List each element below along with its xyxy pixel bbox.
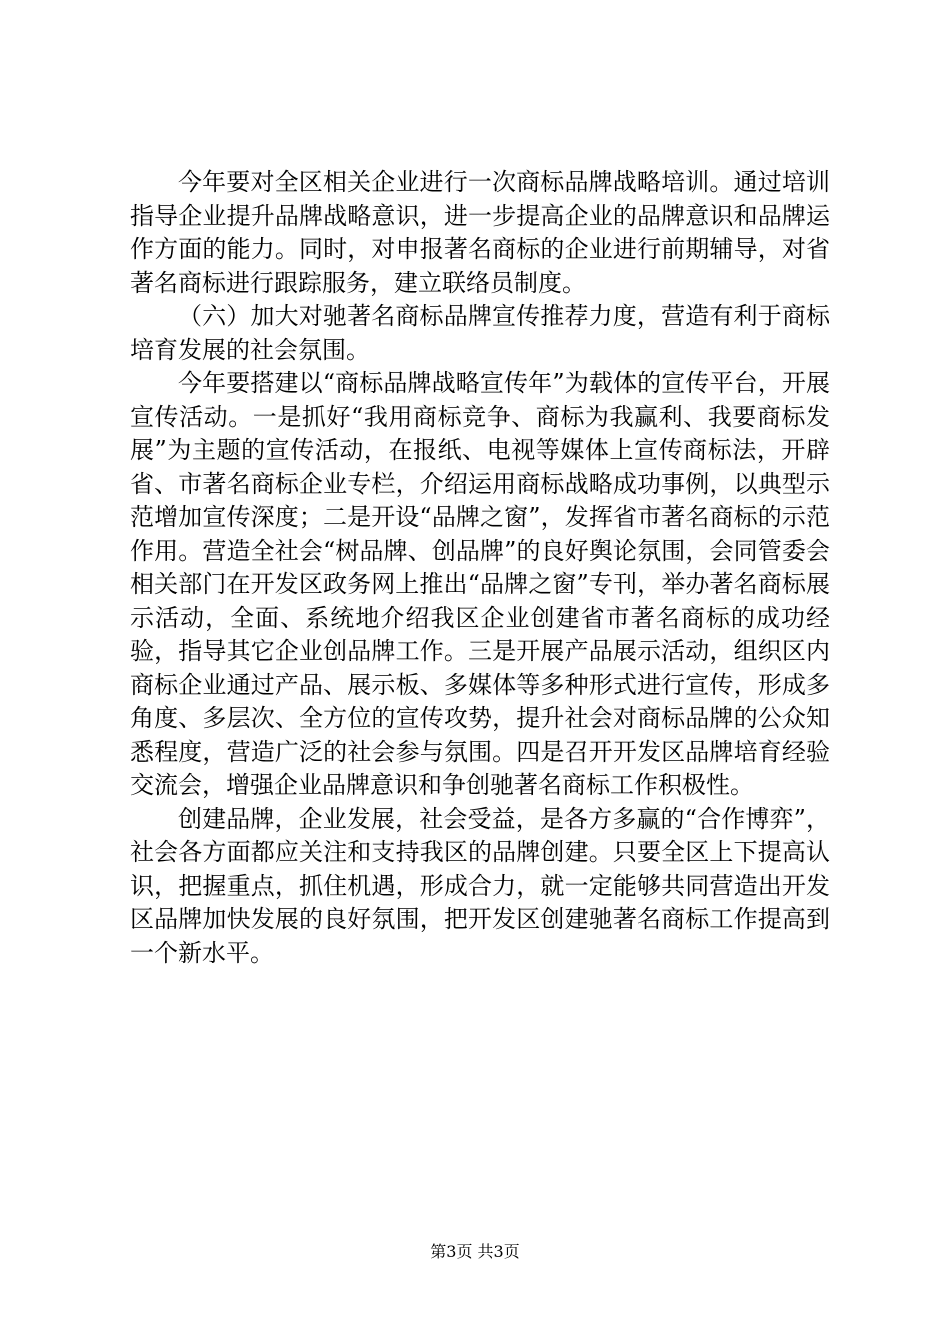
paragraph-publicity-activities: 今年要搭建以“商标品牌战略宣传年”为载体的宣传平台，开展宣传活动。一是抓好“我用商标竞争、商标为我赢利、我要商标发展”为主题的宣传活动，在报纸、电视等媒体上宣传商标法，开辟省、市著名商标企业专栏，介绍运用商标战略成功事例，以典型示范增加宣传深度；二是开设“品牌之窗”，发挥省市著名商标的示范作用。营造全社会“树品牌、创品牌”的良好舆论氛围，会同管委会相关部门在开发区政务网上推出“品牌之窗”专刊，举办著名商标展示活动，全面、系统地介绍我区企业创建省市著名商标的成功经验，指导其它企业创品牌工作。三是开展产品展示活动，组织区内商标企业通过产品、展示板、多媒体等多种形式进行宣传，形成多角度、多层次、全方位的宣传攻势，提升社会对商标品牌的公众知悉程度，营造广泛的社会参与氛围。四是召开开发区品牌培育经验交流会，增强企业品牌意识和争创驰著名商标工作积极性。 bbox=[130, 369, 830, 799]
paragraph-section-six-heading: （六）加大对驰著名商标品牌宣传推荐力度，营造有利于商标培育发展的社会氛围。 bbox=[130, 302, 830, 364]
paragraph-brand-training: 今年要对全区相关企业进行一次商标品牌战略培训。通过培训指导企业提升品牌战略意识，进一步提高企业的品牌意识和品牌运作方面的能力。同时，对申报著名商标的企业进行前期辅导，对省著名商标进行跟踪服务，建立联络员制度。 bbox=[130, 168, 830, 297]
page-footer: 第3页 共3页 bbox=[430, 1242, 520, 1261]
document-body bbox=[130, 166, 830, 970]
paragraph-conclusion: 创建品牌，企业发展，社会受益，是各方多赢的“合作博弈”，社会各方面都应关注和支持我区的品牌创建。只要全区上下提高认识，把握重点，抓住机遇，形成合力，就一定能够共同营造出开发区品牌加快发展的良好氛围，把开发区创建驰著名商标工作提高到一个新水平。 bbox=[130, 804, 830, 967]
